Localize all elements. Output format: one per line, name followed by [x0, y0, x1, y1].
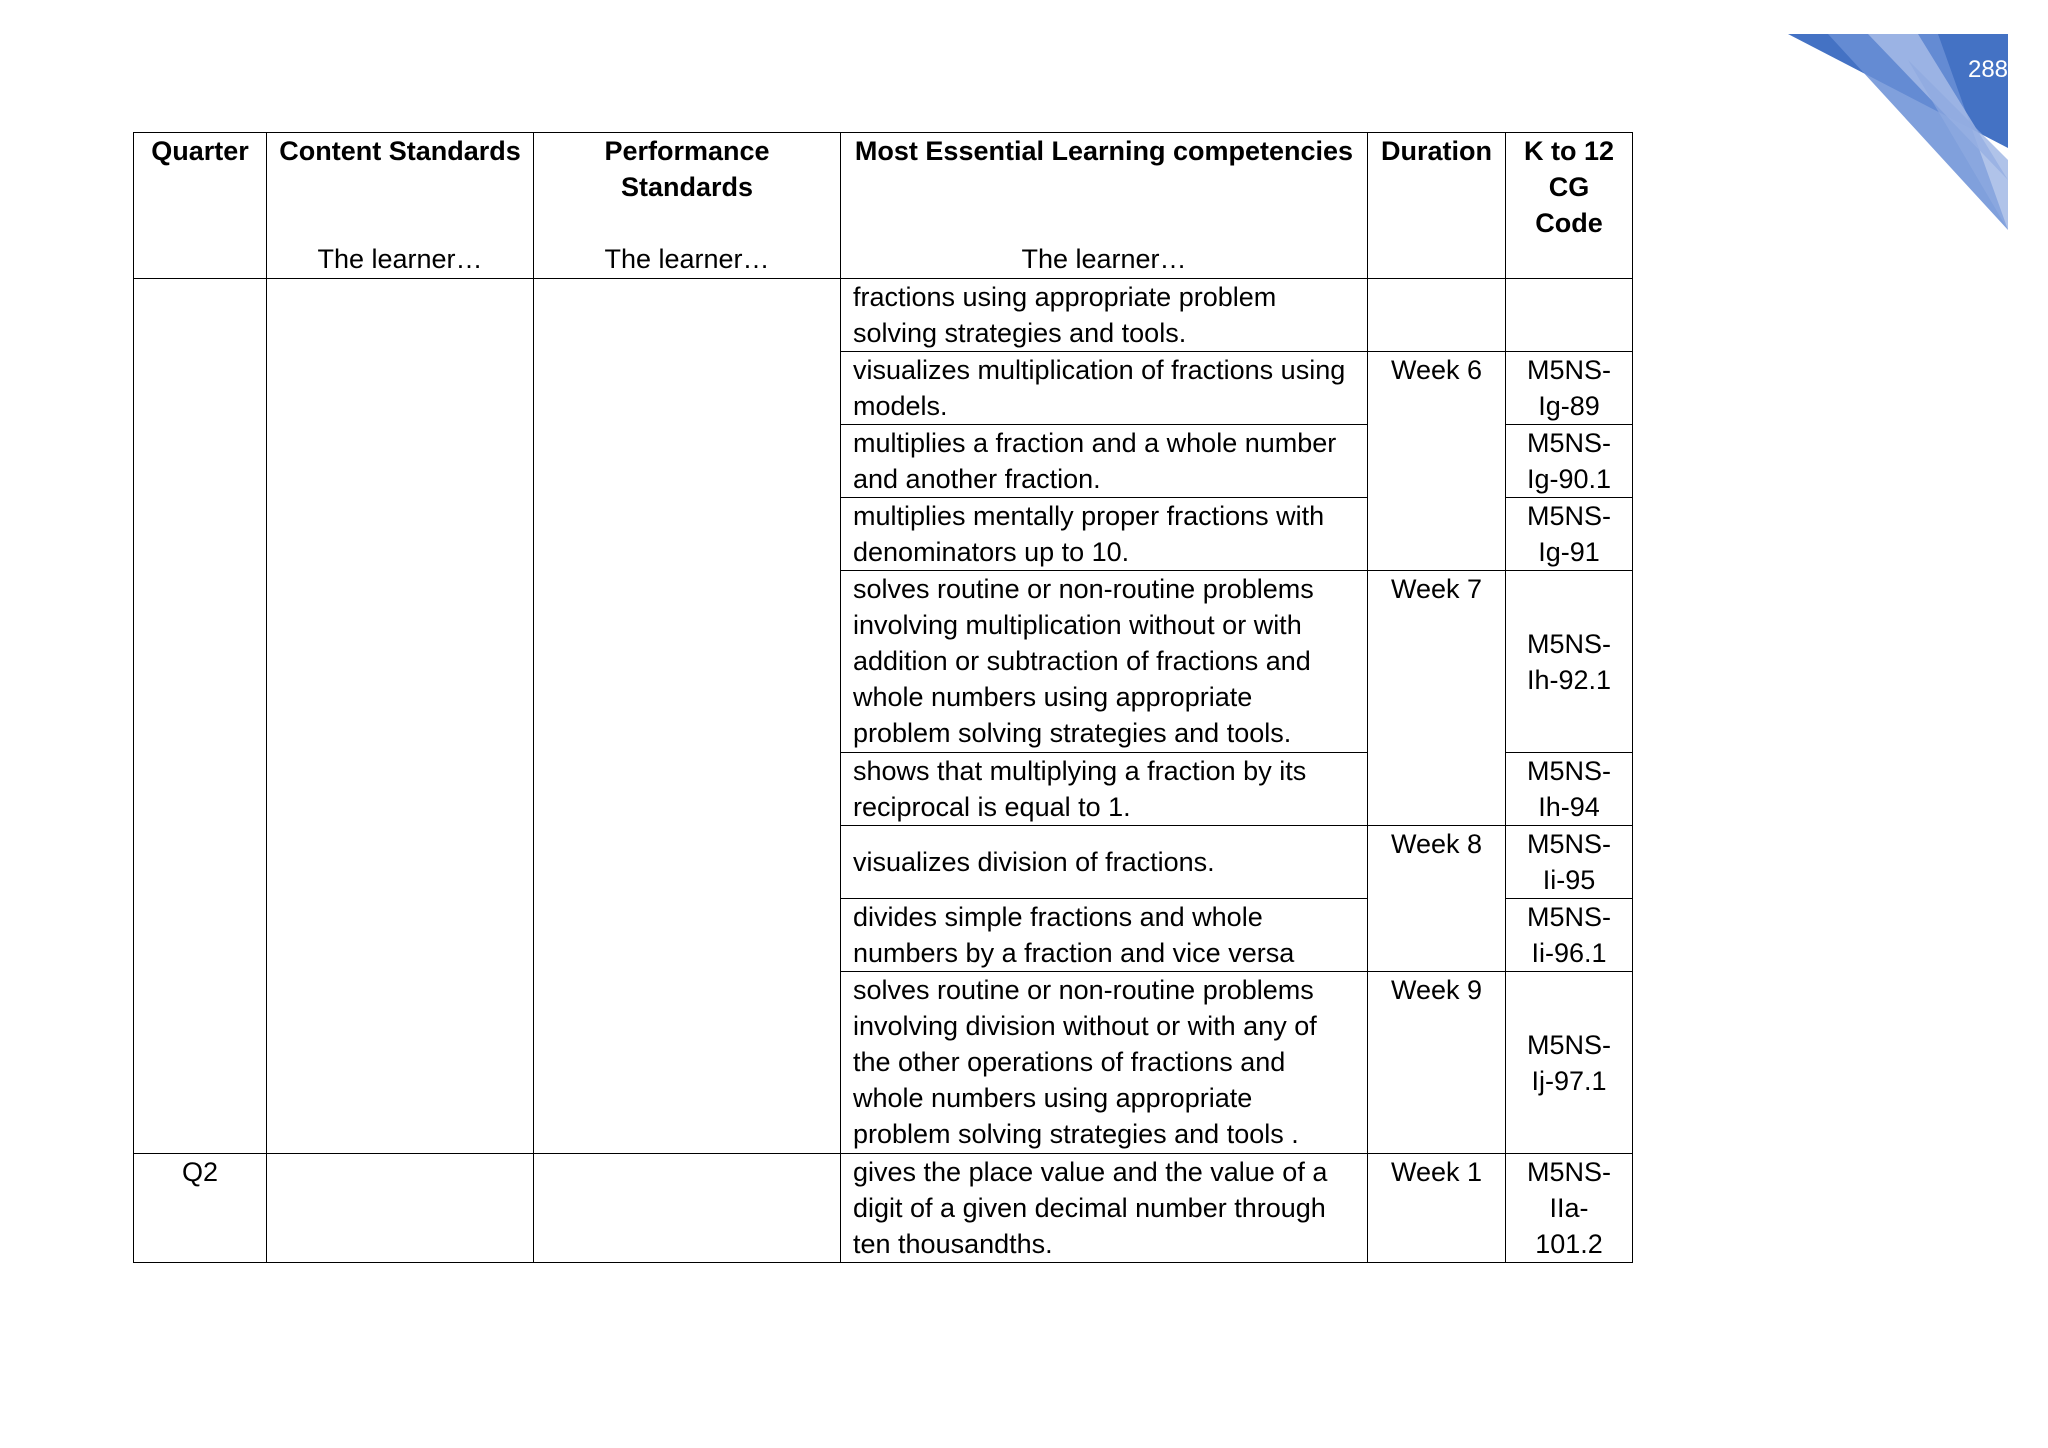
- performance-standards-cell: [534, 1154, 841, 1263]
- competency-cell: solves routine or non-routine problems involving multiplication without or with addition or subtraction of fractions and whole numbers using appropriate problem solving strategies and tools.: [841, 571, 1368, 753]
- competency-cell: fractions using appropriate problem solving strategies and tools.: [841, 279, 1368, 352]
- duration-cell: Week 7: [1368, 571, 1506, 826]
- code-cell: M5NS-Ih-92.1: [1506, 571, 1633, 753]
- header-melc-sub: The learner…: [1021, 244, 1187, 274]
- code-cell: M5NS-Ii-96.1: [1506, 899, 1633, 972]
- competency-cell: divides simple fractions and whole numbers by a fraction and vice versa: [841, 899, 1368, 972]
- content-standards-cell: [267, 1154, 534, 1263]
- page-number: 288: [1967, 56, 2009, 83]
- header-content-sub: The learner…: [317, 244, 483, 274]
- competency-cell: visualizes multiplication of fractions using models.: [841, 352, 1368, 425]
- quarter-cell: [134, 279, 267, 1154]
- code-cell: M5NS-Ig-90.1: [1506, 425, 1633, 498]
- code-cell: M5NS-Ii-95: [1506, 826, 1633, 899]
- competency-cell: shows that multiplying a fraction by its reciprocal is equal to 1.: [841, 753, 1368, 826]
- header-duration: Duration: [1368, 133, 1506, 279]
- competency-cell: multiplies a fraction and a whole number and another fraction.: [841, 425, 1368, 498]
- melc-table: [133, 132, 1633, 1263]
- competency-cell: solves routine or non-routine problems involving division without or with any of the other operations of fractions and whole numbers using appropriate problem solving strategies and tools .: [841, 972, 1368, 1154]
- performance-standards-cell: [534, 279, 841, 1154]
- header-melc: Most Essential Learning competencies The learner…: [841, 133, 1368, 279]
- header-quarter: Quarter: [134, 133, 267, 279]
- code-cell: M5NS-Ih-94: [1506, 753, 1633, 826]
- code-cell: [1506, 279, 1633, 352]
- header-code: K to 12 CG Code: [1506, 133, 1633, 279]
- competency-cell: visualizes division of fractions.: [841, 826, 1368, 899]
- table-row: [134, 1154, 1633, 1263]
- content-standards-cell: [267, 279, 534, 1154]
- code-cell: M5NS-Ig-89: [1506, 352, 1633, 425]
- header-row: [134, 133, 1633, 279]
- header-performance-sub: The learner…: [604, 244, 770, 274]
- duration-cell: Week 1: [1368, 1154, 1506, 1263]
- table-row: [134, 279, 1633, 352]
- duration-cell: Week 9: [1368, 972, 1506, 1154]
- competency-cell: gives the place value and the value of a digit of a given decimal number through ten thousandths.: [841, 1154, 1368, 1263]
- code-cell: M5NS-Ig-91: [1506, 498, 1633, 571]
- corner-decoration: [1648, 0, 2048, 260]
- competency-cell: multiplies mentally proper fractions with denominators up to 10.: [841, 498, 1368, 571]
- header-content-standards: Content Standards The learner…: [267, 133, 534, 279]
- duration-cell: [1368, 279, 1506, 352]
- code-cell: M5NS-IIa-101.2: [1506, 1154, 1633, 1263]
- header-performance-standards: Performance Standards The learner…: [534, 133, 841, 279]
- code-cell: M5NS-Ij-97.1: [1506, 972, 1633, 1154]
- quarter-cell: Q2: [134, 1154, 267, 1263]
- duration-cell: Week 8: [1368, 826, 1506, 972]
- duration-cell: Week 6: [1368, 352, 1506, 571]
